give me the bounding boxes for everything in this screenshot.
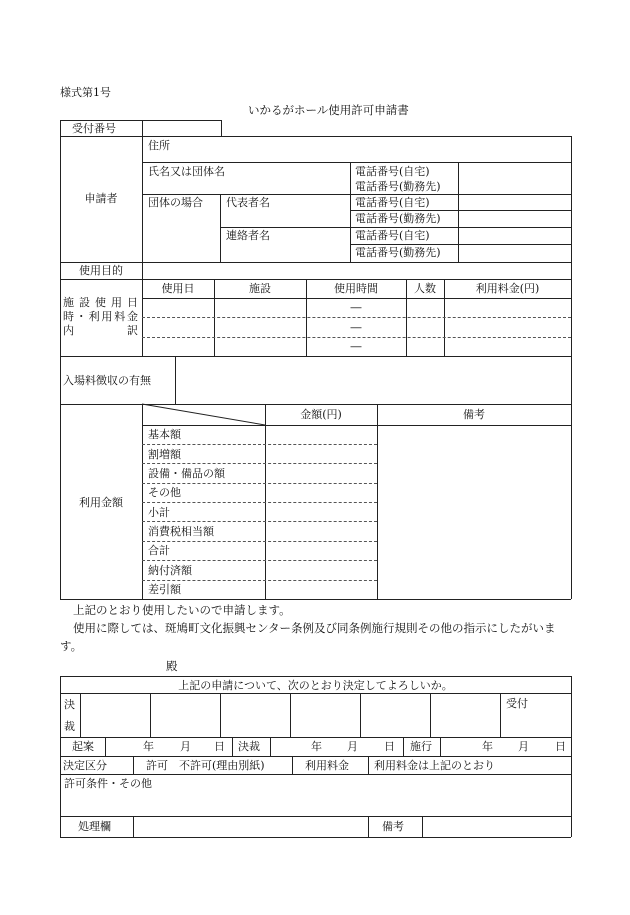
form-title: いかるがホール使用許可申請書 (248, 103, 409, 117)
usage-header-facility: 施設 (249, 282, 271, 295)
shiko-month: 月 (518, 740, 529, 753)
tel-field[interactable] (460, 163, 570, 193)
decision-fee-value: 利用料金は上記のとおり (374, 759, 495, 772)
usage-label: 施設使用日時・利用料金内訳 (63, 296, 139, 337)
statement-compliance: 使用に際しては、斑鳩町文化振興センター条例及び同条例施行規則その他の指示にしたがいま (73, 621, 556, 635)
kyoka-options[interactable]: 許可 不許可(理由別紙) (146, 759, 265, 772)
kessai-char-1: 決 (64, 698, 75, 711)
fee-row-label: 差引額 (148, 583, 181, 596)
usage-time-dash-3: ― (350, 340, 362, 353)
decision-biko-field[interactable] (424, 818, 569, 835)
kian-label: 起案 (72, 740, 94, 753)
kian-day: 日 (214, 740, 225, 753)
fee-row-label: 消費税相当額 (148, 525, 214, 538)
decision-fee-label: 利用料金 (305, 759, 349, 772)
shori-field[interactable] (135, 818, 366, 835)
usage-header-fee: 利用料金(円) (475, 282, 540, 295)
kessai-day: 日 (384, 740, 395, 753)
kian-year: 年 (143, 740, 154, 753)
decision-biko-label: 備考 (382, 820, 404, 833)
address-label: 住所 (148, 139, 170, 152)
fee-row-label: 割増額 (148, 448, 181, 461)
usage-header-people: 人数 (414, 282, 436, 295)
uketsuke-label: 受付 (506, 697, 528, 710)
usage-header-time: 使用時間 (334, 282, 378, 295)
fees-remarks-header: 備考 (463, 408, 485, 421)
usage-time-dash-1: ― (350, 301, 362, 314)
address-field[interactable] (180, 138, 568, 160)
shiko-year: 年 (482, 740, 493, 753)
applicant-label: 申請者 (84, 192, 118, 205)
group-case-label: 団体の場合 (148, 196, 203, 209)
purpose-field[interactable] (144, 263, 569, 278)
kessai-label: 決裁 (238, 740, 260, 753)
rep-tel-home-label: 電話番号(自宅) (355, 196, 430, 209)
purpose-label: 使用目的 (79, 264, 123, 277)
kessai-year: 年 (311, 740, 322, 753)
contact-label: 連絡者名 (226, 229, 270, 242)
name-label: 氏名又は団体名 (148, 165, 225, 178)
fees-label: 利用金額 (79, 496, 123, 509)
conditions-field[interactable] (62, 792, 569, 814)
kubun-label: 決定区分 (63, 759, 107, 772)
fee-row-label: 納付済額 (148, 564, 192, 577)
fee-row-label: 合計 (148, 544, 170, 557)
fees-amount-header: 金額(円) (300, 408, 342, 421)
decision-header: 上記の申請について、次のとおり決定してよろしいか。 (178, 679, 453, 692)
tel-home-label: 電話番号(自宅) (355, 165, 430, 178)
conditions-label: 許可条件・その他 (64, 777, 152, 790)
contact-tel-work-label: 電話番号(勤務先) (355, 246, 441, 259)
statement-compliance-cont: す。 (60, 639, 83, 653)
shiko-day: 日 (555, 740, 566, 753)
rep-tel-work-label: 電話番号(勤務先) (355, 212, 441, 225)
kessai-month: 月 (347, 740, 358, 753)
addressee-suffix: 殿 (166, 659, 178, 673)
receipt-number-label: 受付番号 (72, 122, 116, 135)
tel-work-label: 電話番号(勤務先) (355, 180, 441, 193)
form-number: 様式第1号 (60, 86, 111, 99)
kessai-char-2: 裁 (64, 720, 75, 733)
fee-row-label: その他 (148, 486, 181, 499)
shiko-label: 施行 (410, 740, 432, 753)
admission-label: 入場料徴収の有無 (63, 374, 151, 387)
fees-header-diagonal (142, 404, 265, 425)
fee-row-label: 小計 (148, 506, 170, 519)
usage-time-dash-2: ― (350, 321, 362, 334)
shori-label: 処理欄 (78, 820, 111, 833)
representative-label: 代表者名 (226, 196, 270, 209)
contact-tel-home-label: 電話番号(自宅) (355, 229, 430, 242)
fee-row-label: 基本額 (148, 428, 181, 441)
usage-header-date: 使用日 (161, 282, 195, 295)
fee-row-label: 設備・備品の額 (148, 467, 225, 480)
statement-apply: 上記のとおり使用したいので申請します。 (73, 603, 291, 617)
kian-month: 月 (180, 740, 191, 753)
admission-field[interactable] (177, 357, 569, 403)
receipt-number-field[interactable] (143, 121, 220, 135)
